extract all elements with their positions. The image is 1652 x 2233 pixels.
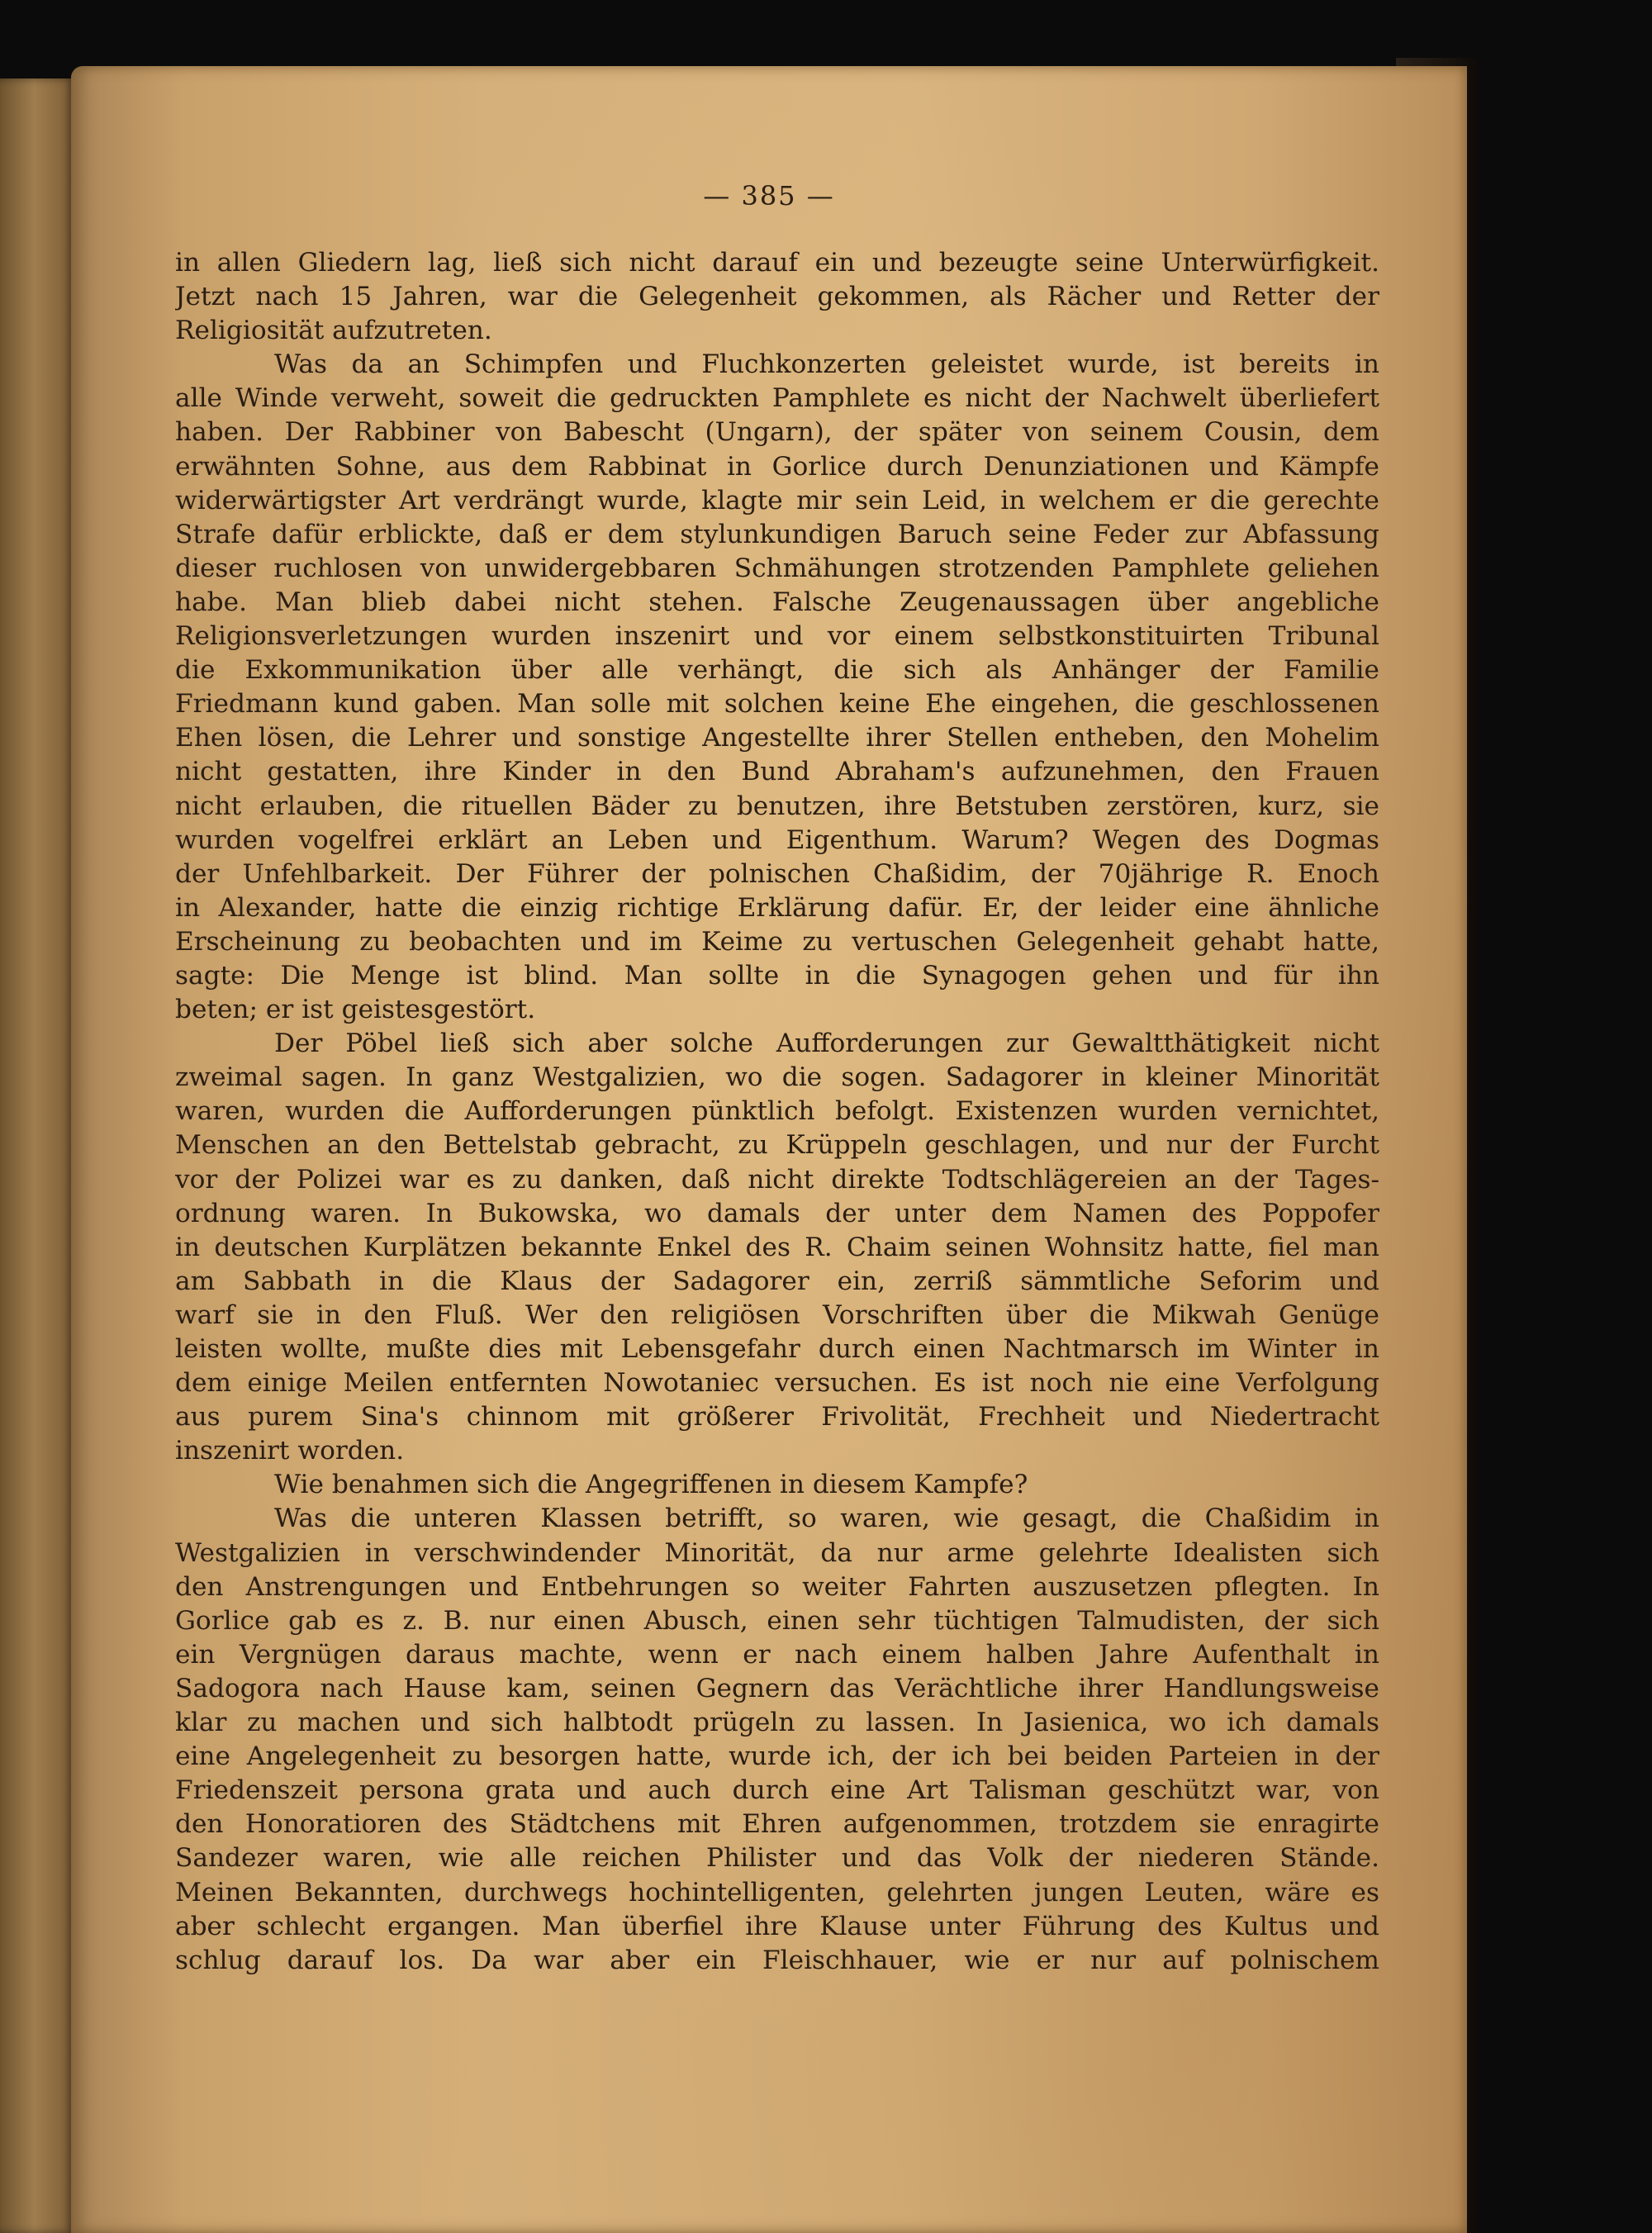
text-line: aus purem Sina's chinnom mit größerer Frivolität, Frechheit und Niedertracht: [175, 1402, 1379, 1432]
text-line: Was da an Schimpfen und Fluchkonzerten geleistet wurde, ist bereits in: [274, 349, 1379, 380]
text-line: Sandezer waren, wie alle reichen Philister und das Volk der niederen Stände.: [175, 1843, 1379, 1874]
text-line: Gorlice gab es z. B. nur einen Abusch, einen sehr tüchtigen Talmudisten, der sich: [175, 1605, 1379, 1636]
text-line: in allen Gliedern lag, ließ sich nicht darauf ein und bezeugte seine Unterwürfigkeit.: [175, 248, 1379, 278]
text-line: klar zu machen und sich halbtodt prügeln zu lassen. In Jasienica, wo ich damals: [175, 1708, 1379, 1738]
text-line: aber schlecht ergangen. Man überfiel ihre Klause unter Führung des Kultus und: [175, 1911, 1379, 1941]
text-line: inszenirt worden.: [175, 1436, 405, 1466]
text-line: die Exkommunikation über alle verhängt, die sich als Anhänger der Familie: [175, 655, 1379, 686]
previous-page-edge: [0, 78, 76, 2233]
text-line: Sadogora nach Hause kam, seinen Gegnern das Verächtliche ihrer Handlungsweise: [175, 1673, 1379, 1703]
text-line: nicht erlauben, die rituellen Bäder zu benutzen, ihre Betstuben zerstören, kurz, sie: [175, 791, 1379, 821]
text-line: in deutschen Kurplätzen bekannte Enkel des R. Chaim seinen Wohnsitz hatte, fiel man: [175, 1232, 1379, 1262]
text-line: eine Angelegenheit zu besorgen hatte, wurde ich, der ich bei beiden Parteien in der: [175, 1741, 1379, 1772]
text-line: Erscheinung zu beobachten und im Keime zu vertuschen Gelegenheit gehabt hatte,: [175, 926, 1379, 957]
text-line: warf sie in den Fluß. Wer den religiösen Vorschriften über die Mikwah Genüge: [175, 1299, 1379, 1330]
text-line: habe. Man blieb dabei nicht stehen. Falsche Zeugenaussagen über angebliche: [175, 587, 1379, 617]
text-line: Ehen lösen, die Lehrer und sonstige Angestellte ihrer Stellen entheben, den Mohelim: [175, 723, 1379, 753]
page-number: — 385 —: [703, 180, 835, 211]
text-line: Meinen Bekannten, durchwegs hochintelligenten, gelehrten jungen Leuten, wäre es: [175, 1877, 1379, 1908]
text-line: nicht gestatten, ihre Kinder in den Bund Abraham's aufzunehmen, den Frauen: [175, 757, 1379, 787]
text-line: waren, wurden die Aufforderungen pünktlich befolgt. Existenzen wurden vernichtet,: [175, 1096, 1379, 1127]
text-line: alle Winde verweht, soweit die gedruckten Pamphlete es nicht der Nachwelt überliefert: [175, 383, 1379, 414]
text-line: Jetzt nach 15 Jahren, war die Gelegenheit gekommen, als Rächer und Retter der: [175, 282, 1379, 312]
text-line: Der Pöbel ließ sich aber solche Aufforderungen zur Gewaltthätigkeit nicht: [274, 1029, 1379, 1059]
text-line: Friedenszeit persona grata und auch durch eine Art Talisman geschützt war, von: [175, 1775, 1379, 1806]
text-line: ordnung waren. In Bukowska, wo damals der unter dem Namen des Poppofer: [175, 1198, 1379, 1228]
text-line: zweimal sagen. In ganz Westgalizien, wo die sogen. Sadagorer in kleiner Minorität: [175, 1062, 1379, 1093]
text-line: Strafe dafür erblickte, daß er dem stylunkundigen Baruch seine Feder zur Abfassung: [175, 519, 1379, 549]
text-line: leisten wollte, mußte dies mit Lebensgefahr durch einen Nachtmarsch im Winter in: [175, 1334, 1379, 1364]
text-line: Friedmann kund gaben. Man solle mit solchen keine Ehe eingehen, die geschlossenen: [175, 689, 1379, 720]
book-page: [71, 66, 1467, 2233]
text-line: Religiosität aufzutreten.: [175, 316, 492, 346]
text-line: der Unfehlbarkeit. Der Führer der polnischen Chaßidim, der 70jährige R. Enoch: [175, 858, 1379, 889]
text-line: beten; er ist geistesgestört.: [175, 995, 536, 1025]
text-line: ein Vergnügen daraus machte, wenn er nach einem halben Jahre Aufenthalt in: [175, 1639, 1379, 1670]
text-line: erwähnten Sohne, aus dem Rabbinat in Gorlice durch Denunziationen und Kämpfe: [175, 451, 1379, 482]
text-line: Was die unteren Klassen betrifft, so waren, wie gesagt, die Chaßidim in: [274, 1504, 1379, 1534]
text-line: schlug darauf los. Da war aber ein Fleischhauer, wie er nur auf polnischem: [175, 1945, 1379, 1975]
text-line: am Sabbath in die Klaus der Sadagorer ein, zerriß sämmtliche Seforim und: [175, 1266, 1379, 1296]
text-line: den Anstrengungen und Entbehrungen so weiter Fahrten auszusetzen pflegten. In: [175, 1571, 1379, 1602]
text-line: Menschen an den Bettelstab gebracht, zu Krüppeln geschlagen, und nur der Furcht: [175, 1130, 1379, 1161]
text-line: haben. Der Rabbiner von Babescht (Ungarn), der später von seinem Cousin, dem: [175, 417, 1379, 448]
text-line: dieser ruchlosen von unwidergebbaren Schmähungen strotzenden Pamphlete geliehen: [175, 553, 1379, 583]
text-line: Westgalizien in verschwindender Minorität, da nur arme gelehrte Idealisten sich: [175, 1537, 1379, 1568]
text-line: widerwärtigster Art verdrängt wurde, klagte mir sein Leid, in welchem er die gerechte: [175, 485, 1379, 515]
text-line: den Honoratioren des Städtchens mit Ehren aufgenommen, trotzdem sie enragirte: [175, 1809, 1379, 1840]
text-line: wurden vogelfrei erklärt an Leben und Eigenthum. Warum? Wegen des Dogmas: [175, 824, 1379, 855]
text-line: in Alexander, hatte die einzig richtige Erklärung dafür. Er, der leider eine ähnliche: [175, 892, 1379, 923]
text-line: Religionsverletzungen wurden inszenirt und vor einem selbstkonstituirten Tribunal: [175, 621, 1379, 652]
text-line: Wie benahmen sich die Angegriffenen in diesem Kampfe?: [274, 1470, 1028, 1500]
body-text: [175, 246, 1379, 1978]
text-line: sagte: Die Menge ist blind. Man sollte in die Synagogen gehen und für ihn: [175, 960, 1379, 991]
text-line: dem einige Meilen entfernten Nowotaniec versuchen. Es ist noch nie eine Verfolgung: [175, 1368, 1379, 1399]
text-line: vor der Polizei war es zu danken, daß nicht direkte Todtschlägereien an der Tages-: [175, 1164, 1379, 1195]
